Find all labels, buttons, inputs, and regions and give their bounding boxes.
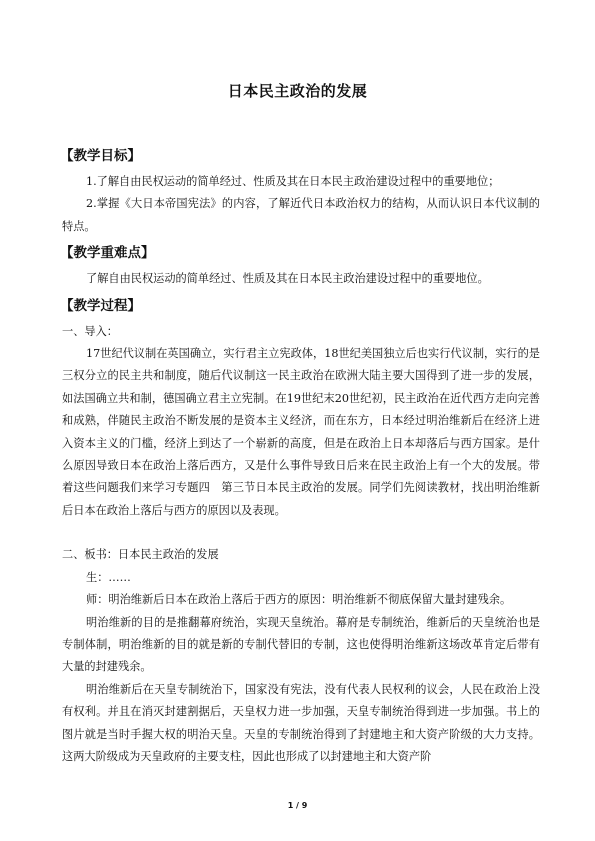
intro-label: 一、导入： <box>62 324 118 338</box>
body-paragraph-2: 明治维新后在天皇专制统治下，国家没有宪法，没有代表人民权利的议会，人民在政治上没有权利。并且在消灭封建割据后，天皇权力进一步加强，天皇专制统治得到进一步加强。书上的图片就是当时手握大权的明治天皇。天皇的专制统治得到了封建地主和大资产阶级的大力支持。这两大阶级成为天皇政府的主要支柱，因此也形成了以封建地主和大资产阶 <box>62 682 540 763</box>
board-label: 二、板书：日本民主政治的发展 <box>62 548 219 562</box>
paragraph-spacer <box>62 522 540 544</box>
document-title: 日本民主政治的发展 <box>227 82 368 100</box>
page-number: 1 / 9 <box>287 801 308 810</box>
teacher-line: 师：明治维新后日本在政治上落后于西方的原因：明治维新不彻底保留大量封建残余。 <box>86 593 512 607</box>
student-line: 生：…… <box>86 570 131 584</box>
section-heading-process: 【教学过程】 <box>60 297 141 314</box>
section-heading-goals: 【教学目标】 <box>60 148 141 164</box>
document-body <box>62 141 540 768</box>
goal-item-2: 2.掌握《大日本帝国宪法》的内容，了解近代日本政治权力的结构，从而认识日本代议制的特点。 <box>62 197 540 233</box>
goal-item-1: 1.了解自由民权运动的简单经过、性质及其在日本民主政治建设过程中的重要地位； <box>86 175 500 188</box>
section-heading-key-points: 【教学重难点】 <box>60 245 155 262</box>
key-point-1: 了解自由民权运动的简单经过、性质及其在日本民主政治建设过程中的重要地位。 <box>86 272 489 286</box>
body-paragraph-1: 明治维新的目的是推翻幕府统治，实现天皇统治。幕府是专制统治，维新后的天皇统治也是专制体制，明治维新的目的就是新的专制代替旧的专制，这也使得明治维新这场改革肯定后带有大量的封建残余。 <box>62 615 540 674</box>
intro-paragraph: 17世纪代议制在英国确立，实行君主立宪政体，18世纪美国独立后也实行代议制，实行的是三权分立的民主共和制度，随后代议制这一民主政治在欧洲大陆主要大国得到了进一步的发展，如法国确立共和制，德国确立君主立宪制。在19世纪末20世纪初，民主政治在近代西方走向完善和成熟，伴随民主政治不断发展的是资本主义经济，而在东方，日本经过明治维新后在经济上进入资本主义的门槛，经济上到达了一个崭新的高度，但是在政治上日本却落后与西方国家。是什么原因导致日本在政治上落后西方，又是什么事件导致日后来在民主政治上有一个大的发展。带着这些问题我们来学习专题四 第三节日本民主政治的发展。同学们先阅读教材，找出明治维新后日本在政治上落后与西方的原因以及表现。 <box>62 347 540 517</box>
